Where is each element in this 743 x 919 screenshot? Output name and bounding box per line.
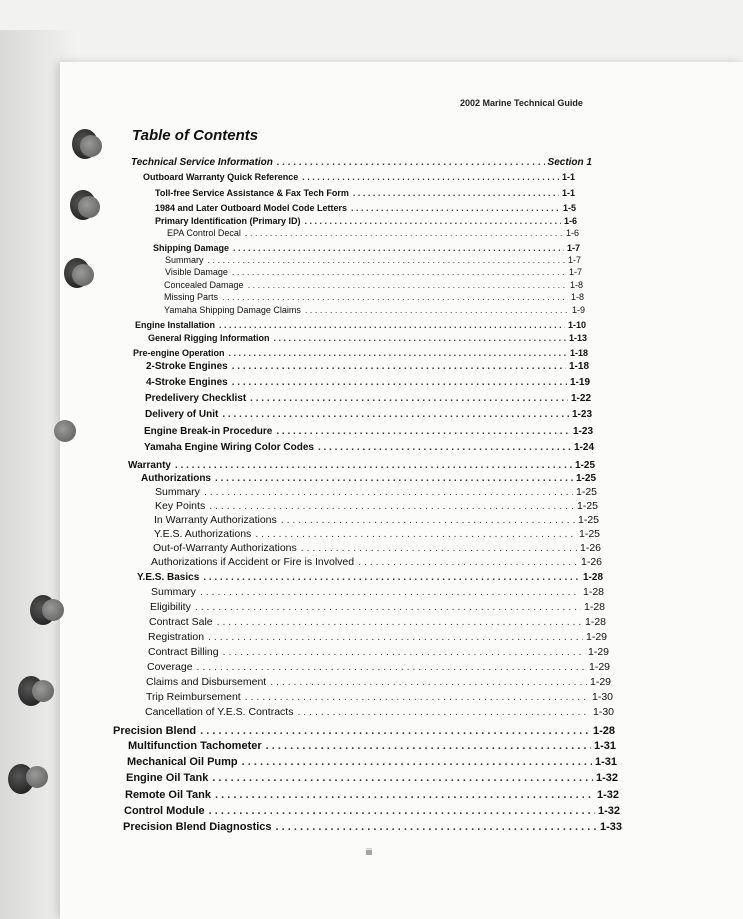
toc-entry: Yamaha Shipping Damage Claims . . . 1-9 <box>164 305 585 315</box>
toc-entry: Mechanical Oil Pump . . . 1-31 <box>127 756 617 768</box>
toc-entry: Technical Service Information . . . Section 1 <box>131 157 592 168</box>
toc-entry: General Rigging Information . . . 1-13 <box>148 333 587 343</box>
toc-entry: Summary . . . 1-7 <box>165 255 581 265</box>
toc-entry: Out-of-Warranty Authorizations . . . 1-26 <box>153 542 601 554</box>
toc-entry: Authorizations . . . 1-25 <box>141 473 596 484</box>
toc-entry: Key Points . . . 1-25 <box>155 500 598 512</box>
toc-entry: Authorizations if Accident or Fire is Involved . . . 1-26 <box>151 556 602 568</box>
toc-title: Table of Contents <box>132 127 259 144</box>
toc-entry: Precision Blend . . . 1-28 <box>113 725 615 737</box>
toc-entry: Shipping Damage . . . 1-7 <box>153 243 580 253</box>
toc-entry: Warranty . . . 1-25 <box>128 460 595 471</box>
toc-entry: Control Module . . . 1-32 <box>124 805 620 817</box>
toc-entry: Claims and Disbursement . . . 1-29 <box>146 676 611 688</box>
toc-entry: Registration . . . 1-29 <box>148 631 607 643</box>
toc-entry: Engine Oil Tank . . . 1-32 <box>126 772 618 784</box>
toc-entry: Visible Damage . . . 1-7 <box>165 267 582 277</box>
toc-entry: Y.E.S. Basics . . . 1-28 <box>137 572 603 583</box>
toc-entry: Multifunction Tachometer . . . 1-31 <box>128 740 616 752</box>
guide-title: 2002 Marine Technical Guide <box>460 98 583 108</box>
binder-hole-5-shadow <box>42 599 64 621</box>
toc-entry: Contract Sale . . . 1-28 <box>149 616 606 628</box>
toc-entry: Cancellation of Y.E.S. Contracts . . . 1-30 <box>145 706 614 718</box>
toc-entry: In Warranty Authorizations . . . 1-25 <box>154 514 599 526</box>
toc-entry: Pre-engine Operation . . . 1-18 <box>133 348 588 358</box>
toc-entry: Primary Identification (Primary ID) . . . 1-6 <box>155 216 577 226</box>
toc-entry: Missing Parts . . . 1-8 <box>164 292 584 302</box>
toc-entry: Toll-free Service Assistance & Fax Tech Form . . . 1-1 <box>155 188 575 198</box>
binder-hole-7-shadow <box>26 766 48 788</box>
binder-hole-3-shadow <box>72 264 94 286</box>
toc-entry: Outboard Warranty Quick Reference . . . 1-1 <box>143 172 575 182</box>
toc-entry: Contract Billing . . . 1-29 <box>148 646 609 658</box>
toc-entry: Remote Oil Tank . . . 1-32 <box>125 789 619 801</box>
toc-entry: Engine Installation . . . 1-10 <box>135 320 586 330</box>
toc-entry: Eligibility . . . 1-28 <box>150 601 605 613</box>
toc-entry: Coverage . . . 1-29 <box>147 661 610 673</box>
page-number: iii <box>366 847 372 857</box>
toc-entry: 2-Stroke Engines . . . 1-18 <box>146 361 589 372</box>
binder-hole-2-shadow <box>78 196 100 218</box>
toc-entry: Concealed Damage . . . 1-8 <box>164 280 583 290</box>
binder-hole-1-shadow <box>80 135 102 157</box>
toc-entry: Predelivery Checklist . . . 1-22 <box>145 393 591 404</box>
toc-entry: 4-Stroke Engines . . . 1-19 <box>146 377 590 388</box>
toc-entry: Summary . . . 1-28 <box>151 586 604 598</box>
toc-entry: Yamaha Engine Wiring Color Codes . . . 1-24 <box>144 442 594 453</box>
toc-entry: Summary . . . 1-25 <box>155 486 597 498</box>
toc-entry: Engine Break-in Procedure . . . 1-23 <box>144 426 593 437</box>
toc-entry: Y.E.S. Authorizations . . . 1-25 <box>154 528 600 540</box>
binder-hole-4 <box>54 420 76 442</box>
toc-entry: Precision Blend Diagnostics . . . 1-33 <box>123 821 622 833</box>
binder-hole-6-shadow <box>32 680 54 702</box>
toc-entry: Delivery of Unit . . . 1-23 <box>145 409 592 420</box>
toc-entry: EPA Control Decal . . . 1-6 <box>167 228 579 238</box>
toc-entry: 1984 and Later Outboard Model Code Letters . . . 1-5 <box>155 203 576 213</box>
toc-entry: Trip Reimbursement . . . 1-30 <box>146 691 613 703</box>
